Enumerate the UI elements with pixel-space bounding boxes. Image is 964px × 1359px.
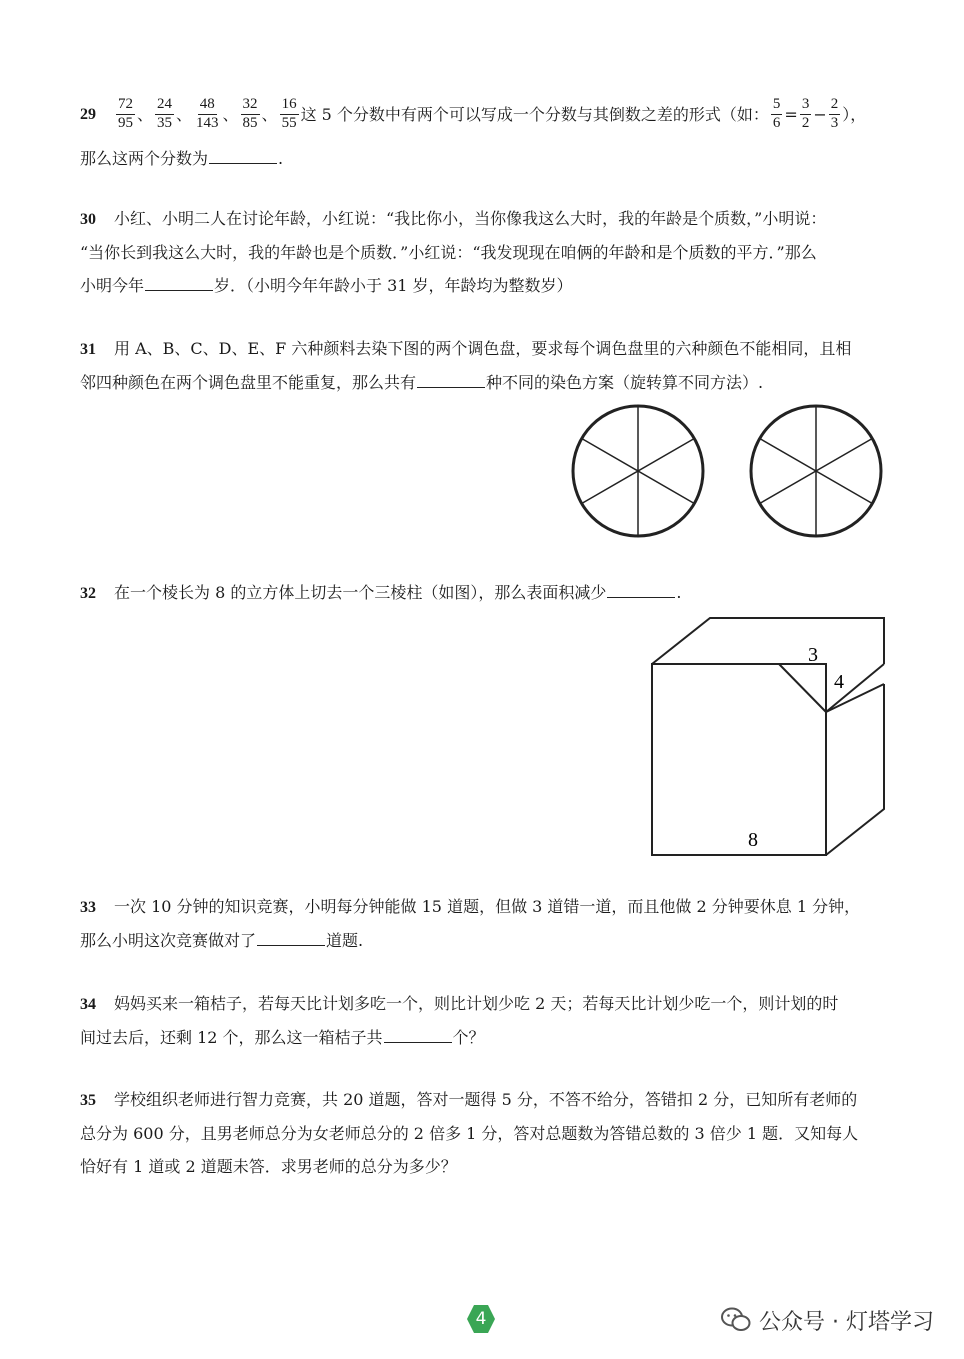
question-29 (80, 86, 890, 175)
watermark-text: 公众号 · 灯塔学习 (759, 1309, 934, 1335)
label-3: 3 (808, 644, 818, 666)
question-number: 31 (80, 341, 96, 358)
q35-line2: 总分为 600 分，且男老师总分为女老师总分的 2 倍多 1 分，答对总题数为答错总数的 3 倍少 1 题．又知每人 (80, 1124, 859, 1143)
answer-blank[interactable] (209, 147, 277, 164)
q31-line1: 31 用 A、B、C、D、E、F 六种颜料去染下图的两个调色盘，要求每个调色盘里的六种颜色不能相同，且相 (80, 339, 852, 358)
q31-line2: 邻四种颜色在两个调色盘里不能重复，那么共有 种不同的染色方案（旋转算不同方法）. (80, 373, 764, 392)
fraction: $\frac{5}{6}$ (772, 96, 781, 131)
answer-blank[interactable] (145, 274, 213, 291)
q29-text: 这 5 个分数中有两个可以写成一个分数与其倒数之差的形式（如： (300, 104, 769, 124)
cube-top-face (652, 618, 884, 664)
palette-left (573, 406, 703, 536)
question-30 (80, 202, 890, 302)
question-35 (80, 1083, 890, 1183)
label-8: 8 (748, 829, 758, 851)
cube-figure (648, 612, 888, 860)
q33-line2: 那么小明这次竞赛做对了 道题. (80, 931, 364, 950)
q34-line1: 34 妈妈买来一箱桔子，若每天比计划多吃一个，则比计划少吃 2 天；若每天比计划少吃一个，则计划的时 (80, 994, 839, 1013)
answer-blank[interactable] (257, 929, 325, 946)
question-number: 29 (80, 105, 96, 123)
q29-line1: 29 $\frac{72}{95}$ 、 $\frac{24}{35}$ 、 $\frac{48}{143}$ 、 $\frac{32}{85}$ 、 $\frac{16}{55}$ 这 5 个分数中有两个可以写成一个分数与其倒数之差的形式（如： $\frac{5}{6}$ = $\frac{3}{2}$ − $\frac{2}{3}$ ）， (80, 96, 867, 131)
question-number: 30 (80, 211, 96, 228)
q29-line2: 那么这两个分数为 . (80, 149, 284, 168)
question-number: 32 (80, 585, 96, 602)
fraction: $\frac{16}{55}$ (281, 96, 297, 131)
fraction: $\frac{72}{95}$ (118, 96, 133, 131)
question-33 (80, 890, 890, 957)
wechat-icon (721, 1307, 751, 1333)
q35-line3: 恰好有 1 道或 2 道题未答．求男老师的总分为多少？ (80, 1157, 457, 1176)
question-32 (80, 576, 890, 610)
question-number: 33 (80, 899, 96, 916)
question-number: 35 (80, 1092, 96, 1109)
fraction: $\frac{2}{3}$ (830, 96, 839, 131)
q35-line1: 35 学校组织老师进行智力竞赛，共 20 道题，答对一题得 5 分，不答不给分，答错扣 2 分，已知所有老师的 (80, 1090, 858, 1109)
palette-right (751, 406, 881, 536)
page-number: 4 (475, 1309, 487, 1329)
fraction: $\frac{48}{143}$ (196, 96, 219, 131)
cube-front-face (652, 664, 826, 855)
q33-line1: 33 一次 10 分钟的知识竞赛，小明每分钟能做 15 道题，但做 3 道错一道，而且他做 2 分钟要休息 1 分钟， (80, 897, 861, 916)
q30-line2: “当你长到我这么大时，我的年龄也是个质数．”小红说：“我发现现在咱俩的年龄和是个质数的平方．”那么 (80, 243, 817, 262)
question-number: 34 (80, 996, 96, 1013)
fraction: $\frac{3}{2}$ (801, 96, 810, 131)
q30-line1: 30 小红、小明二人在讨论年龄，小红说：“我比你小，当你像我这么大时，我的年龄是个质数，”小明说： (80, 209, 827, 228)
cube-right-face (826, 684, 884, 855)
answer-blank[interactable] (384, 1026, 452, 1043)
fraction: $\frac{32}{85}$ (242, 96, 258, 131)
palette-figure (566, 400, 890, 544)
answer-blank[interactable] (417, 371, 485, 388)
watermark (721, 1304, 934, 1336)
page-number-badge (466, 1304, 496, 1334)
answer-blank[interactable] (607, 581, 675, 598)
label-4: 4 (834, 671, 844, 693)
q30-line3: 小明今年 岁．（小明今年年龄小于 31 岁，年龄均为整数岁） (80, 276, 573, 295)
q34-line2: 间过去后，还剩 12 个，那么这一箱桔子共 个？ (80, 1028, 485, 1047)
fraction: $\frac{24}{35}$ (157, 96, 173, 131)
q32-line1: 32 在一个棱长为 8 的立方体上切去一个三棱柱（如图），那么表面积减少 . (80, 583, 682, 602)
question-34 (80, 987, 890, 1054)
question-31 (80, 332, 890, 399)
